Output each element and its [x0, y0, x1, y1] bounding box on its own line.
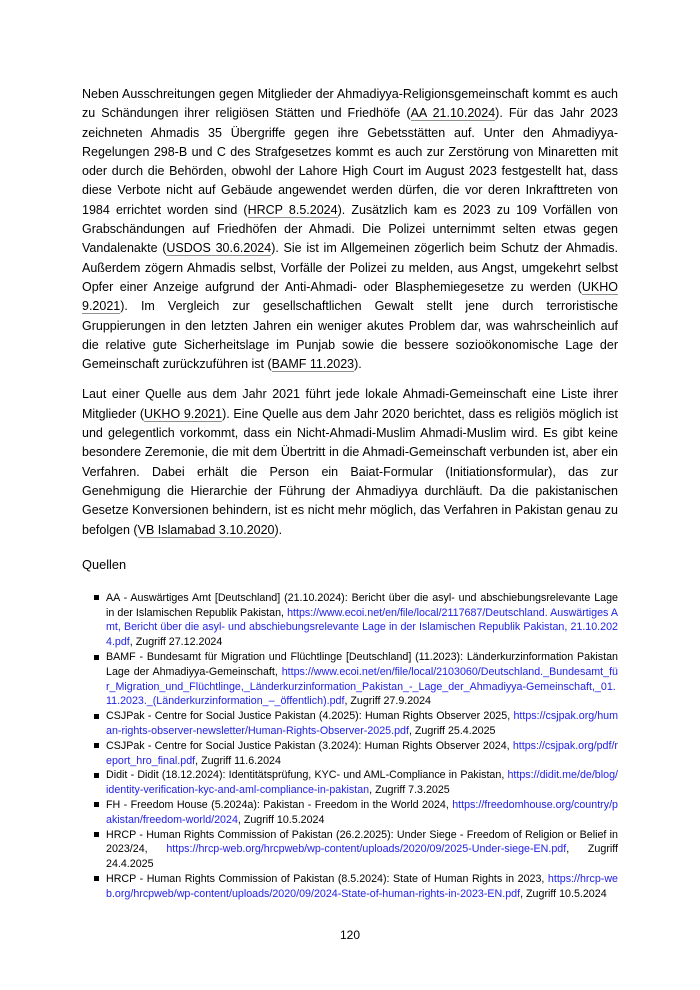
bullet-square-icon	[94, 595, 99, 600]
inline-source-ref[interactable]: USDOS 30.6.2024	[166, 241, 272, 256]
bullet-square-icon	[94, 876, 99, 881]
bullet-square-icon	[94, 832, 99, 837]
text-segment: ). Für das Jahr 2023 zeichneten Ahmadis 35 Übergriffe gegen ihre Gebetsstätten auf. Unter den Ahmadiyya-Regelungen 298-B und C des Strafgesetzes kommt es auch zur Zerstörung von Minaretten mit oder durch die Behörden, obwohl der Lahore High Court im August 2023 festgestellt hat, dass diese Verbote nicht auf Gebäude angewendet werden dürfen, die vor deren Inkrafttreten von 1984 errichtet worden sind (	[82, 106, 618, 217]
source-item	[82, 739, 618, 769]
source-url-link[interactable]: https://freedomhouse.org/country/pakistan/freedom-world/2024	[106, 798, 618, 826]
text-segment: , Zugriff 25.4.2025	[408, 725, 496, 737]
page-number: 120	[339, 928, 361, 942]
source-item	[82, 650, 618, 709]
text-segment: , Zugriff 10.5.2024	[237, 813, 325, 826]
source-url-link[interactable]: https://hrcp-web.org/hrcpweb/wp-content/uploads/2020/09/2025-Under-siege-EN.pdf	[166, 843, 567, 856]
text-segment: , Zugriff 11.6.2024	[195, 754, 281, 767]
bullet-square-icon	[94, 802, 99, 807]
source-item	[82, 768, 618, 798]
text-segment: , Zugriff 27.12.2024	[129, 636, 223, 649]
text-segment: Didit - Didit (18.12.2024): Identitätsprüfung, KYC- und AML-Compliance in Pakistan,	[106, 769, 508, 782]
text-segment: Neben Ausschreitungen gegen Mitglieder der Ahmadiyya-Religionsgemeinschaft kommt es auch zu Schändungen ihrer religiösen Stätten und Friedhöfe (	[82, 87, 618, 121]
text-segment: AA - Auswärtiges Amt [Deutschland] (21.10.2024): Bericht über die asyl- und abschiebungsrelevante Lage in der Islamischen Republik Pakistan,	[106, 591, 618, 619]
page-content	[82, 85, 618, 902]
text-segment: ). Zusätzlich kam es 2023 zu 109 Vorfällen von Grabschändungen auf Friedhöfen der Ahmadi. Die Polizei unternimmt selten etwas gegen Vandalenakte (	[82, 202, 618, 256]
source-url-link[interactable]: https://csjpak.org/human-rights-observer-newsletter/Human-Rights-Observer-2025.pdf	[106, 710, 618, 737]
source-item	[82, 872, 618, 902]
text-segment: HRCP - Human Rights Commission of Pakistan (26.2.2025): Under Siege - Freedom of Religion or Belief in 2023/24,	[106, 828, 618, 856]
sources-heading: Quellen	[82, 556, 127, 572]
bullet-square-icon	[94, 773, 99, 778]
text-segment: , Zugriff 27.9.2024	[344, 695, 432, 708]
sources-list	[82, 591, 618, 902]
source-url-link[interactable]: https://www.ecoi.net/en/file/local/2117687/Deutschland. Auswärtiges Amt, Bericht über die asyl- und abschiebungsrelevante Lage in der Islamischen Republik Pakistan, 21.10.2024.pdf	[106, 606, 618, 649]
text-segment: CSJPak - Centre for Social Justice Pakistan (4.2025): Human Rights Observer 2025,	[106, 710, 514, 723]
text-segment: , Zugriff 7.3.2025	[369, 784, 450, 797]
inline-source-ref[interactable]: UKHO 9.2021	[82, 279, 618, 314]
text-segment: ).	[274, 522, 283, 537]
inline-source-ref[interactable]: VB Islamabad 3.10.2020	[137, 522, 275, 537]
bullet-square-icon	[94, 743, 99, 748]
text-segment: Laut einer Quelle aus dem Jahr 2021 führt jede lokale Ahmadi-Gemeinschaft eine Liste ihrer Mitglieder (	[82, 387, 618, 421]
text-segment: ).	[354, 357, 362, 372]
source-url-link[interactable]: https://csjpak.org/pdf/report_hro_final.pdf	[106, 739, 618, 767]
bullet-square-icon	[94, 655, 99, 660]
source-item	[82, 828, 618, 872]
text-segment: FH - Freedom House (5.2024a): Pakistan - Freedom in the World 2024,	[106, 798, 453, 811]
bullet-square-icon	[94, 714, 99, 719]
paragraph	[82, 85, 618, 374]
text-segment: ). Im Vergleich zur gesellschaftlichen Gewalt stellt jene durch terroristische Gruppierungen in den letzten Jahren ein weniger akutes Problem dar, was wahrscheinlich auf die relative gute Sicherheitslage im Punjab sowie die bessere sozioökonomische Lage der Gemeinschaft zurückzuführen ist (	[82, 299, 618, 372]
source-item	[82, 709, 618, 739]
text-segment: BAMF - Bundesamt für Migration und Flüchtlinge [Deutschland] (11.2023): Länderkurzinformation Pakistan Lage der Ahmadiyya-Gemeinschaft,	[106, 651, 618, 678]
source-url-link[interactable]: https://didit.me/de/blog/identity-verification-kyc-and-aml-compliance-in-pakistan	[106, 769, 618, 797]
text-segment: ). Sie ist im Allgemeinen zögerlich beim Schutz der Ahmadis. Außerdem zögern Ahmadis selbst, Vorfälle der Polizei zu melden, aus Angst, umgekehrt selbst Opfer einer Anzeige aufgrund der Anti-Ahmadi- oder Blasphemiegesetze zu werden (	[82, 241, 618, 294]
body-paragraphs	[82, 85, 618, 540]
inline-source-ref[interactable]: UKHO 9.2021	[144, 406, 223, 421]
source-url-link[interactable]: https://www.ecoi.net/en/file/local/2103060/Deutschland._Bundesamt_für_Migration_und_Flüchtlinge,_Länderkurzinformation_Pakistan_-_Lage_der_Ahmadiyya-Gemeinschaft,_01.11.2023._(Länderkurzinformation_–_öffentlich).pdf	[106, 665, 618, 708]
source-item	[82, 798, 618, 828]
paragraph	[82, 385, 618, 539]
inline-source-ref[interactable]: BAMF 11.2023	[271, 357, 355, 372]
text-segment: , Zugriff 10.5.2024	[520, 887, 607, 900]
source-item	[82, 591, 618, 650]
source-url-link[interactable]: https://hrcp-web.org/hrcpweb/wp-content/uploads/2020/09/2024-State-of-human-rights-in-2023-EN.pdf	[106, 872, 618, 900]
text-segment: ). Eine Quelle aus dem Jahr 2020 berichtet, dass es religiös möglich ist und gelegentlich vorkommt, dass ein Nicht-Ahmadi-Muslim Ahmadi-Muslim wird. Es gibt keine besondere Zeremonie, die mit dem Übertritt in die Ahmadi-Gemeinschaft verbunden ist, aber ein Verfahren. Dabei erhält die Person ein Baiat-Formular (Initiationsformular), das zur Genehmigung die Hierarchie der Führung der Ahmadiyya durchläuft. Da die pakistanischen Gesetze Konversionen behindern, ist es nicht mehr möglich, das Verfahren in Pakistan genau zu befolgen (	[82, 406, 618, 537]
text-segment: HRCP - Human Rights Commission of Pakistan (8.5.2024): State of Human Rights in 2023,	[106, 872, 548, 885]
inline-source-ref[interactable]: AA 21.10.2024	[410, 106, 496, 121]
text-segment: CSJPak - Centre for Social Justice Pakistan (3.2024): Human Rights Observer 2024,	[106, 739, 513, 752]
text-segment: , Zugriff 24.4.2025	[106, 843, 618, 871]
inline-source-ref[interactable]: HRCP 8.5.2024	[247, 202, 338, 217]
